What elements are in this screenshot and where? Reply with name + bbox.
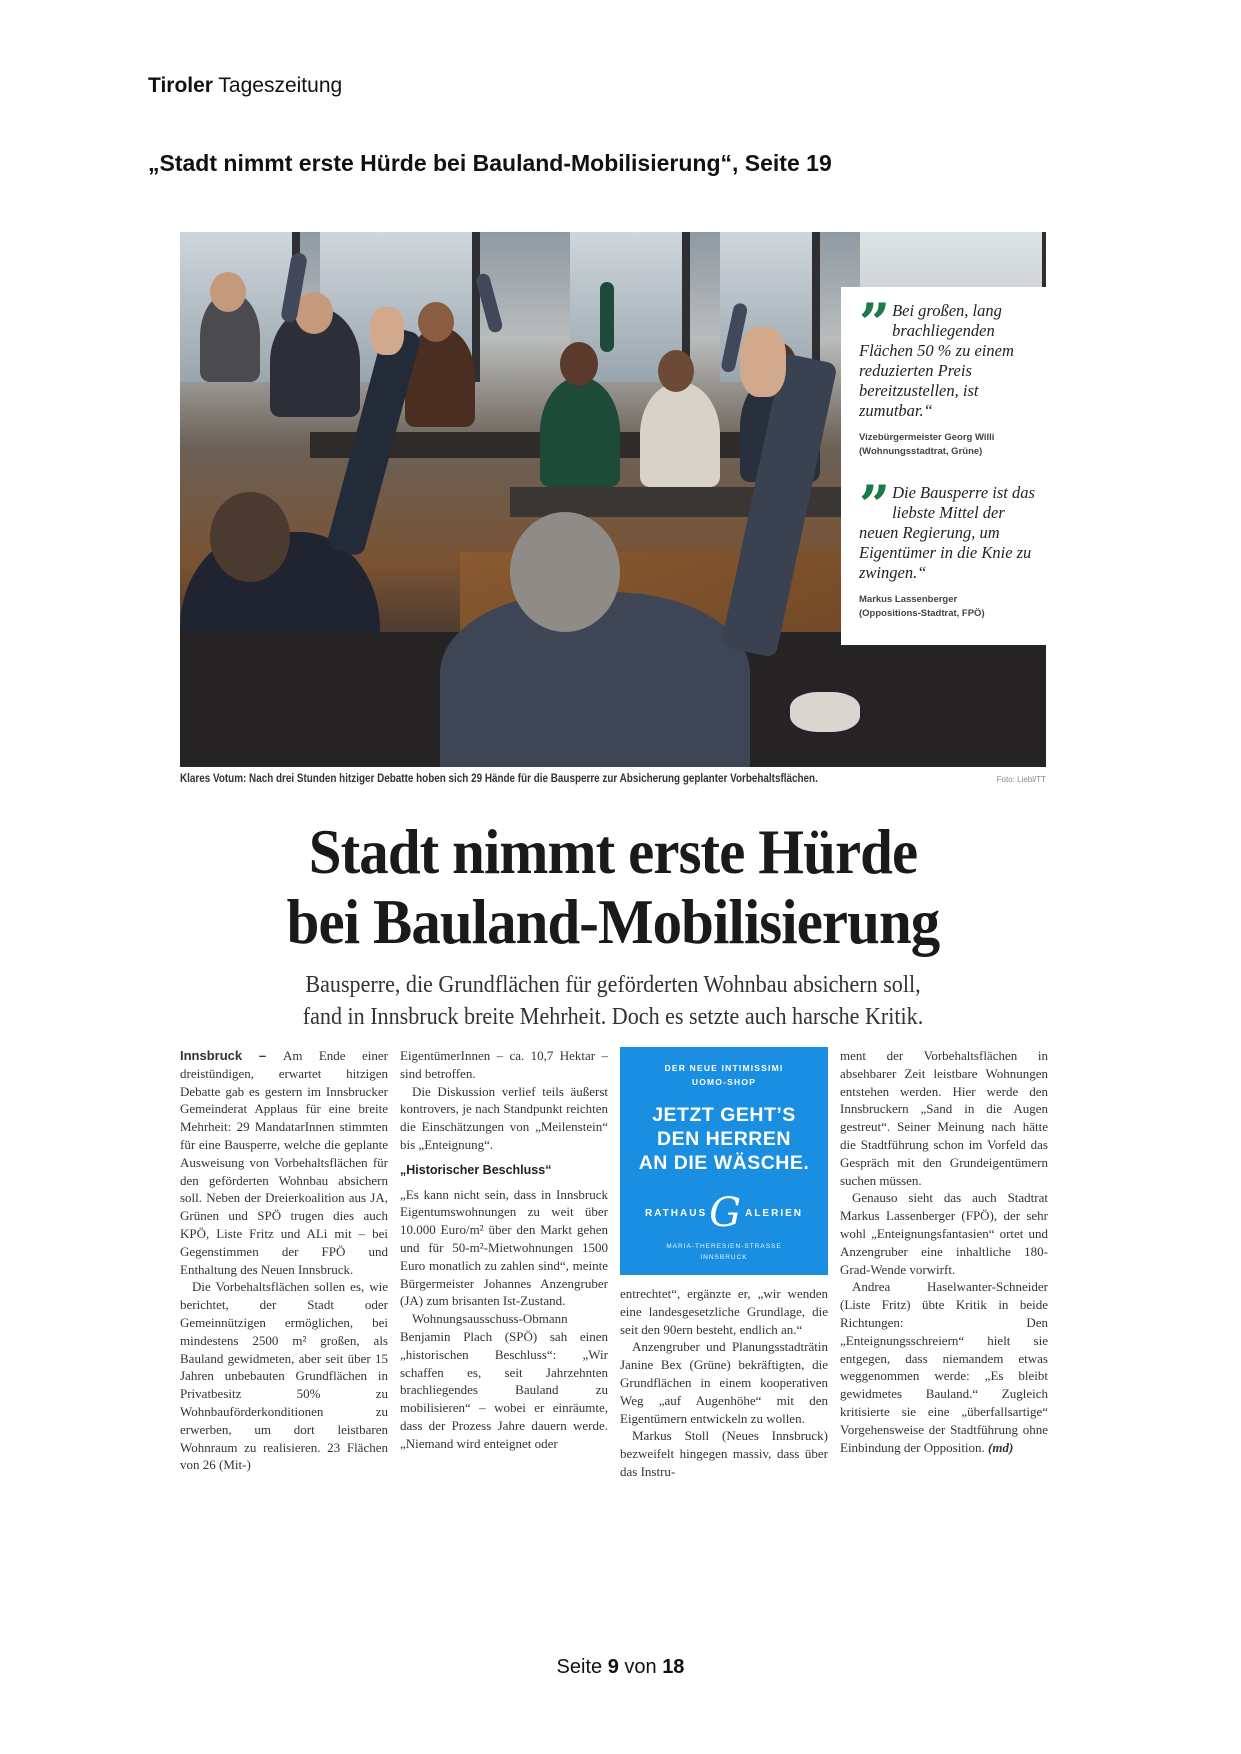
- headline-line: Stadt nimmt erste Hürde: [308, 816, 918, 887]
- publication-name-bold: Tiroler: [148, 74, 213, 97]
- quote-author-name: Vizebürgermeister Georg Willi: [859, 432, 995, 443]
- page-separator: von: [618, 1656, 663, 1678]
- ad-kicker-line: UOMO-SHOP: [691, 1077, 757, 1087]
- photo-hand: [370, 307, 404, 355]
- ad-slogan-line: AN DIE WÄSCHE.: [638, 1152, 810, 1174]
- ad-slogan-line: JETZT GEHT’S: [652, 1104, 796, 1126]
- ad-address: [628, 1241, 820, 1263]
- article-column-2: [400, 1047, 608, 1481]
- subheadline-line: Bausperre, die Grundflächen für geförderten Wohnbau absichern soll,: [305, 972, 921, 998]
- article-subheadline: [215, 969, 1012, 1033]
- photo-head: [510, 512, 620, 632]
- photo-credit: Foto: Liebl/TT: [996, 775, 1046, 784]
- publication-name: [148, 74, 342, 98]
- photo-raised-arm: [600, 282, 614, 352]
- document-title: „Stadt nimmt erste Hürde bei Bauland-Mobilisierung“, Seite 19: [148, 150, 832, 176]
- paragraph: Markus Stoll (Neues Innsbruck) bezweifelt hingegen massiv, dass über das Instru-: [620, 1428, 828, 1479]
- total-pages: 18: [662, 1656, 685, 1678]
- ad-slogan-line: DEN HERREN: [657, 1128, 791, 1150]
- paragraph-text: Am Ende einer dreistündigen, erwartet hitzigen Debatte gab es gestern im Innsbrucker Gemeinderat Applaus für eine breite Mehrheit: 29 MandatarInnen stimmten für eine Bausperre, welche die geplante Ausweisung von Vorbehaltsflächen für den geförderten Wohnbau absichern soll. Neben der Dreierkoalition aus JA, Grünen und SPÖ trugen dies auch KPÖ, Liste Fritz und ALi mit – bei Gegenstimmen der FPÖ und Enthaltung des Neuen Innsbruck.: [180, 1048, 388, 1277]
- ad-brand-g-icon: G: [709, 1190, 744, 1236]
- paragraph: entrechtet“, ergänzte er, „wir wenden eine landesgesetzliche Grundlage, die seit den 90ern besteht, endlich an.“: [620, 1286, 828, 1337]
- ad-kicker: [628, 1061, 820, 1089]
- photo-head: [560, 342, 598, 386]
- paragraph: Die Vorbehaltsflächen sollen es, wie berichtet, der Stadt oder Gemeinnützigen ermöglichen, bei mindestens 2500 m² großen, als Bauland gewidmeten, aber seit über 15 Jahren unbebauten Grundflächen in Privatbesitz 50% zu Wohnbauförderkonditionen zu erwerben, um dort leistbaren Wohnraum zu realisieren. 23 Flächen von 26 (Mit-): [180, 1279, 388, 1473]
- paragraph: [180, 1047, 388, 1278]
- ad-brand-logo: [628, 1190, 820, 1236]
- quote-text: Die Bausperre ist das liebste Mittel der neuen Regierung, um Eigentümer in die Knie zu zwingen.“: [859, 483, 1035, 582]
- article-photo: [180, 232, 1046, 767]
- pull-quote: [859, 473, 1036, 621]
- advertisement[interactable]: [620, 1047, 828, 1275]
- paragraph-text: Andrea Haselwanter-Schneider (Liste Fritz) übte Kritik in beide Richtungen: Den „Enteignungsschreiern“ hielt sie entgegen, dass niemandem etwas weggenommen werde: „Es bleibt gewidmetes Bauland.“ Zugleich kritisierte sie eine „überfallsartige“ Vorgehensweise der Stadtführung ohne Einbindung der Opposition.: [840, 1279, 1048, 1455]
- paragraph: Wohnungsausschuss-Obmann Benjamin Plach (SPÖ) sah einen „historischen Beschluss“: „Wir schaffen es, seit Jahrzehnten brachliegendes Bauland zu mobilisieren“ – wobei er einräumte, dass der Prozess Jahre dauern werde. „Niemand wird enteignet oder: [400, 1311, 608, 1451]
- photo-head: [295, 292, 333, 334]
- dateline: Innsbruck –: [180, 1048, 283, 1063]
- quote-mark-icon: ”: [859, 291, 885, 355]
- newspaper-clipping: [180, 232, 1046, 1481]
- photo-person: [540, 377, 620, 487]
- paragraph: [840, 1278, 1048, 1456]
- paragraph: „Es kann nicht sein, dass in Innsbruck Eigentumswohnungen zu weit über 10.000 Euro/m² über den Markt gehen und für 50-m²-Mietwohnungen 1500 Euro monatlich zu zahlen sind“, meinte Bürgermeister Johannes Anzengruber (JA) zum brisanten Ist-Zustand.: [400, 1186, 608, 1309]
- paragraph: Anzengruber und Planungsstadträtin Janine Bex (Grüne) bekräftigten, die Grundflächen in einem kooperativen Weg „auf Augenhöhe“ mit den Eigentümern entwickeln zu wollen.: [620, 1339, 828, 1426]
- quote-text: Bei großen, lang brachliegenden Flächen 50 % zu einem reduzierten Preis bereitzustellen, ist zumutbar.“: [859, 301, 1014, 420]
- ad-address-line: INNSBRUCK: [700, 1254, 748, 1261]
- quote-author-role: (Wohnungsstadtrat, Grüne): [859, 446, 983, 457]
- quote-box: [841, 287, 1046, 645]
- ad-address-line: MARIA-THERESIEN-STRASSE: [666, 1243, 782, 1250]
- photo-head: [658, 350, 694, 392]
- ad-brand-left: RATHAUS: [644, 1207, 708, 1219]
- quote-author-name: Markus Lassenberger: [859, 594, 958, 605]
- current-page: 9: [607, 1656, 619, 1678]
- article-column-4: [840, 1047, 1048, 1481]
- pull-quote: [859, 291, 1036, 459]
- photo-head: [418, 302, 454, 342]
- photo-microphone-base: [790, 692, 860, 732]
- paragraph: Die Diskussion verlief teils äußerst kontrovers, je nach Standpunkt reichten die Einschätzungen von „Meilenstein“ bis „Enteignung“.: [400, 1083, 608, 1152]
- article-column-3: [620, 1047, 828, 1481]
- photo-head: [210, 272, 246, 312]
- photo-caption-row: [180, 773, 1046, 785]
- quote-author: [859, 431, 1036, 459]
- paragraph: EigentümerInnen – ca. 10,7 Hektar – sind betroffen.: [400, 1048, 608, 1081]
- article-body: [180, 1047, 1046, 1481]
- publication-name-rest: Tageszeitung: [212, 74, 343, 97]
- quote-author: [859, 593, 1036, 621]
- subheadline-line: fand in Innsbruck breite Mehrheit. Doch es setzte auch harsche Kritik.: [302, 1004, 924, 1030]
- paragraph: ment der Vorbehaltsflächen in absehbarer Zeit leistbare Wohnungen entstehen werden. Hier werde den Innsbruckern „Sand in die Augen gestreut“. Seiner Meinung nach hätte die Stadtführung schon im Vorfeld das Gespräch mit den Grundeigentümern suchen müssen.: [840, 1048, 1048, 1188]
- page-prefix: Seite: [556, 1656, 608, 1678]
- page-number: [0, 1656, 1241, 1679]
- quote-author-role: (Oppositions-Stadtrat, FPÖ): [859, 608, 985, 619]
- article-subhead: „Historischer Beschluss“: [400, 1162, 552, 1177]
- ad-kicker-line: DER NEUE INTIMISSIMI: [664, 1063, 784, 1073]
- quote-mark-icon: ”: [859, 473, 885, 537]
- photo-person: [640, 382, 720, 487]
- photo-caption: Klares Votum: Nach drei Stunden hitziger Debatte hoben sich 29 Hände für die Bausperre zur Absicherung geplanter Vorbehaltsflächen.: [180, 773, 818, 785]
- headline-line: bei Bauland-Mobilisierung: [286, 886, 940, 957]
- author-initials: (md): [988, 1439, 1014, 1455]
- ad-slogan: [628, 1103, 820, 1175]
- ad-brand-right: ALERIEN: [745, 1207, 803, 1219]
- paragraph: Genauso sieht das auch Stadtrat Markus Lassenberger (FPÖ), der sehr wohl „Enteignungsfantasien“ ortet und Anzengruber eine inhaltliche 180-Grad-Wende vorwirft.: [840, 1190, 1048, 1277]
- article-column-1: [180, 1047, 388, 1481]
- photo-head: [210, 492, 290, 582]
- article-headline: [215, 817, 1012, 957]
- photo-hand: [740, 327, 786, 397]
